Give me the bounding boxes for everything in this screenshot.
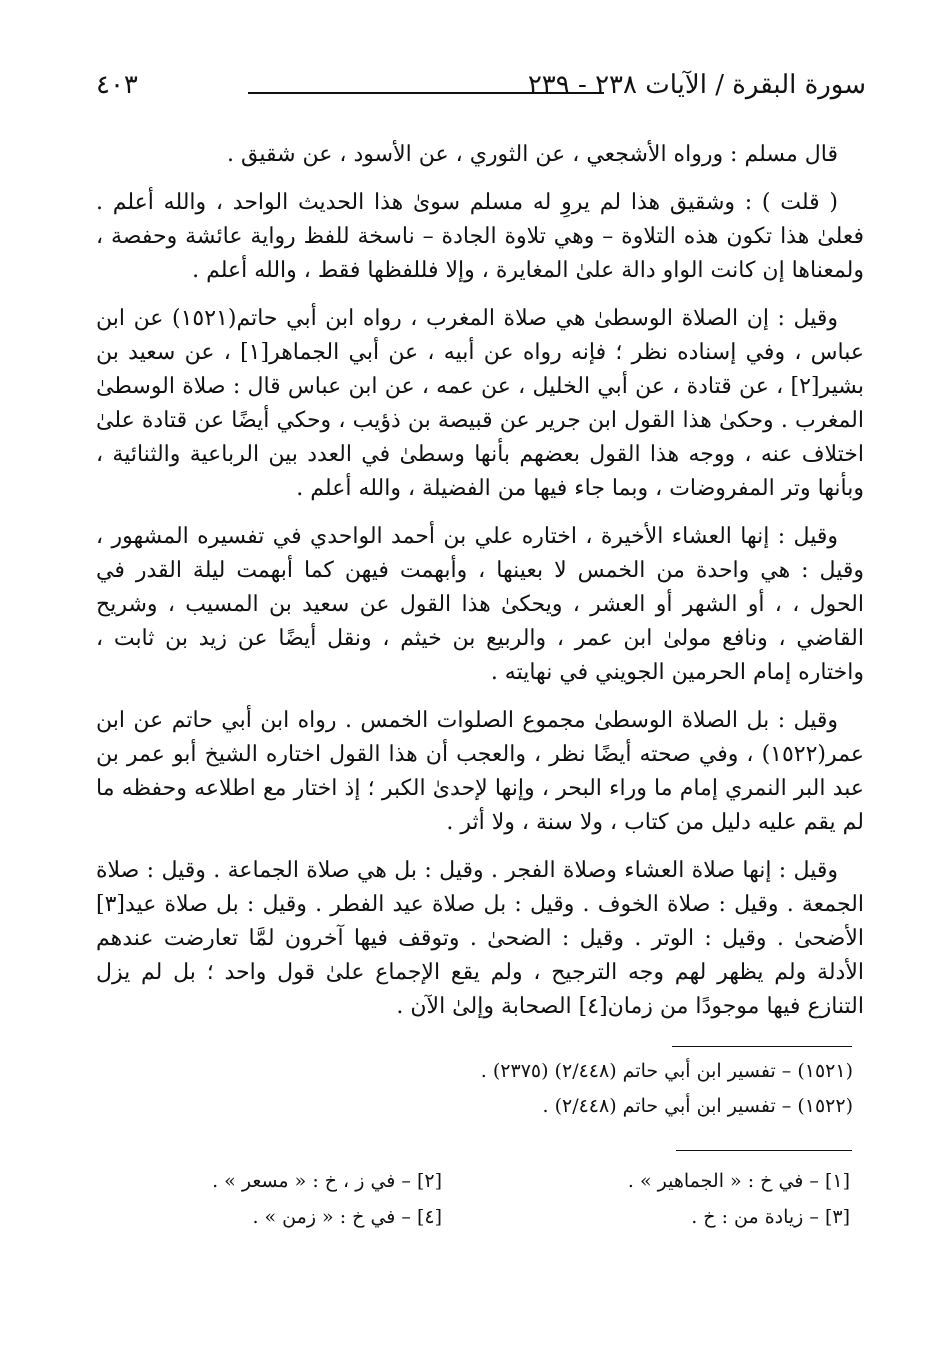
- paragraph: [96, 854, 864, 1024]
- footnote: (١٥٢٢) – تفسير ابن أبي حاتم (٢/٤٤٨) .: [542, 1095, 853, 1117]
- paragraph: [96, 302, 864, 506]
- paragraph-text: ( قلت ) : وشقيق هذا لم يروِ له مسلم سوىٰ هذا الحديث الواحد ، والله أعلم . فعلىٰ هذا تكون هذه التلاوة – وهي تلاوة الجادة – ناسخة للفظ رواية عائشة وحفصة ، ولمعناها إن كانت الواو دالة علىٰ المغايرة ، وإلا فللفظها فقط ، والله أعلم .: [96, 190, 864, 283]
- footnotes: [93, 1054, 853, 1124]
- variant-notes-rule: [676, 1150, 852, 1151]
- paragraph: [96, 704, 864, 840]
- page-header: [96, 66, 866, 110]
- paragraph-text: قال مسلم : ورواه الأشجعي ، عن الثوري ، عن الأسود ، عن شقيق .: [227, 142, 838, 167]
- paragraph-text: وقيل : إن الصلاة الوسطىٰ هي صلاة المغرب ، رواه ابن أبي حاتم(١٥٢١) عن ابن عباس ، وفي إسناده نظر ؛ فإنه رواه عن أبيه ، عن أبي الجماهر[١] ، عن سعيد بن بشير[٢] ، عن قتادة ، عن أبي الخليل ، عن عمه ، عن ابن عباس قال : صلاة الوسطىٰ المغرب . وحكىٰ هذا القول ابن جرير عن قبيصة بن ذؤيب ، وحكي أيضًا عن قتادة علىٰ اختلاف عنه ، ووجه هذا القول بعضهم بأنها وسطىٰ في العدد بين الرباعية والثنائية ، وبأنها وتر المفروضات ، وبما جاء فيها من الفضيلة ، والله أعلم .: [96, 306, 864, 501]
- variant-notes: [96, 1160, 856, 1240]
- footnote-rule: [672, 1046, 852, 1047]
- page-number: ٤٠٣: [96, 70, 138, 100]
- main-text: [96, 138, 864, 1038]
- surah-title: سورة البقرة / الآيات ٢٣٨ - ٢٣٩: [527, 70, 866, 100]
- variant-note: [٣] – زيادة من : خ .: [691, 1206, 850, 1228]
- paragraph: [96, 138, 864, 172]
- variant-note: [١] – في خ : « الجماهير » .: [627, 1170, 850, 1192]
- variant-note: [٤] – في خ : « زمن » .: [252, 1206, 442, 1228]
- paragraph-text: وقيل : بل الصلاة الوسطىٰ مجموع الصلوات الخمس . رواه ابن أبي حاتم عن ابن عمر(١٥٢٢) ، وفي صحته أيضًا نظر ، والعجب أن هذا القول اختاره الشيخ أبو عمر بن عبد البر النمري إمام ما وراء البحر ، وإنها لإحدىٰ الكبر ؛ إذ اختار مع اطلاعه وحفظه ما لم يقم عليه دليل من كتاب ، ولا سنة ، ولا أثر .: [96, 708, 864, 835]
- footnote: (١٥٢١) – تفسير ابن أبي حاتم (٢/٤٤٨) (٢٣٧٥) .: [480, 1060, 853, 1082]
- paragraph: [96, 186, 864, 288]
- paragraph-text: وقيل : إنها العشاء الأخيرة ، اختاره علي بن أحمد الواحدي في تفسيره المشهور ، وقيل : هي واحدة من الخمس لا بعينها ، وأبهمت فيهن كما أبهمت ليلة القدر في الحول ، ، أو الشهر أو العشر ، ويحكىٰ هذا القول عن سعيد بن المسيب ، وشريح القاضي ، ونافع مولىٰ ابن عمر ، والربيع بن خيثم ، ونقل أيضًا عن زيد بن ثابت ، واختاره إمام الحرمين الجويني في نهايته .: [96, 524, 864, 685]
- paragraph-text: وقيل : إنها صلاة العشاء وصلاة الفجر . وقيل : بل هي صلاة الجماعة . وقيل : صلاة الجمعة . وقيل : صلاة الخوف . وقيل : بل صلاة عيد الفطر . وقيل : بل صلاة عيد[٣] الأضحىٰ . وقيل : الوتر . وقيل : الضحىٰ . وتوقف فيها آخرون لمَّا تعارضت عندهم الأدلة ولم يظهر لهم وجه الترجيح ، ولم يقع الإجماع علىٰ قول واحد ؛ بل لم يزل التنازع فيها موجودًا من زمان[٤] الصحابة وإلىٰ الآن .: [96, 858, 864, 1019]
- variant-note: [٢] – في ز ، خ : « مسعر » .: [212, 1170, 442, 1192]
- paragraph: [96, 520, 864, 690]
